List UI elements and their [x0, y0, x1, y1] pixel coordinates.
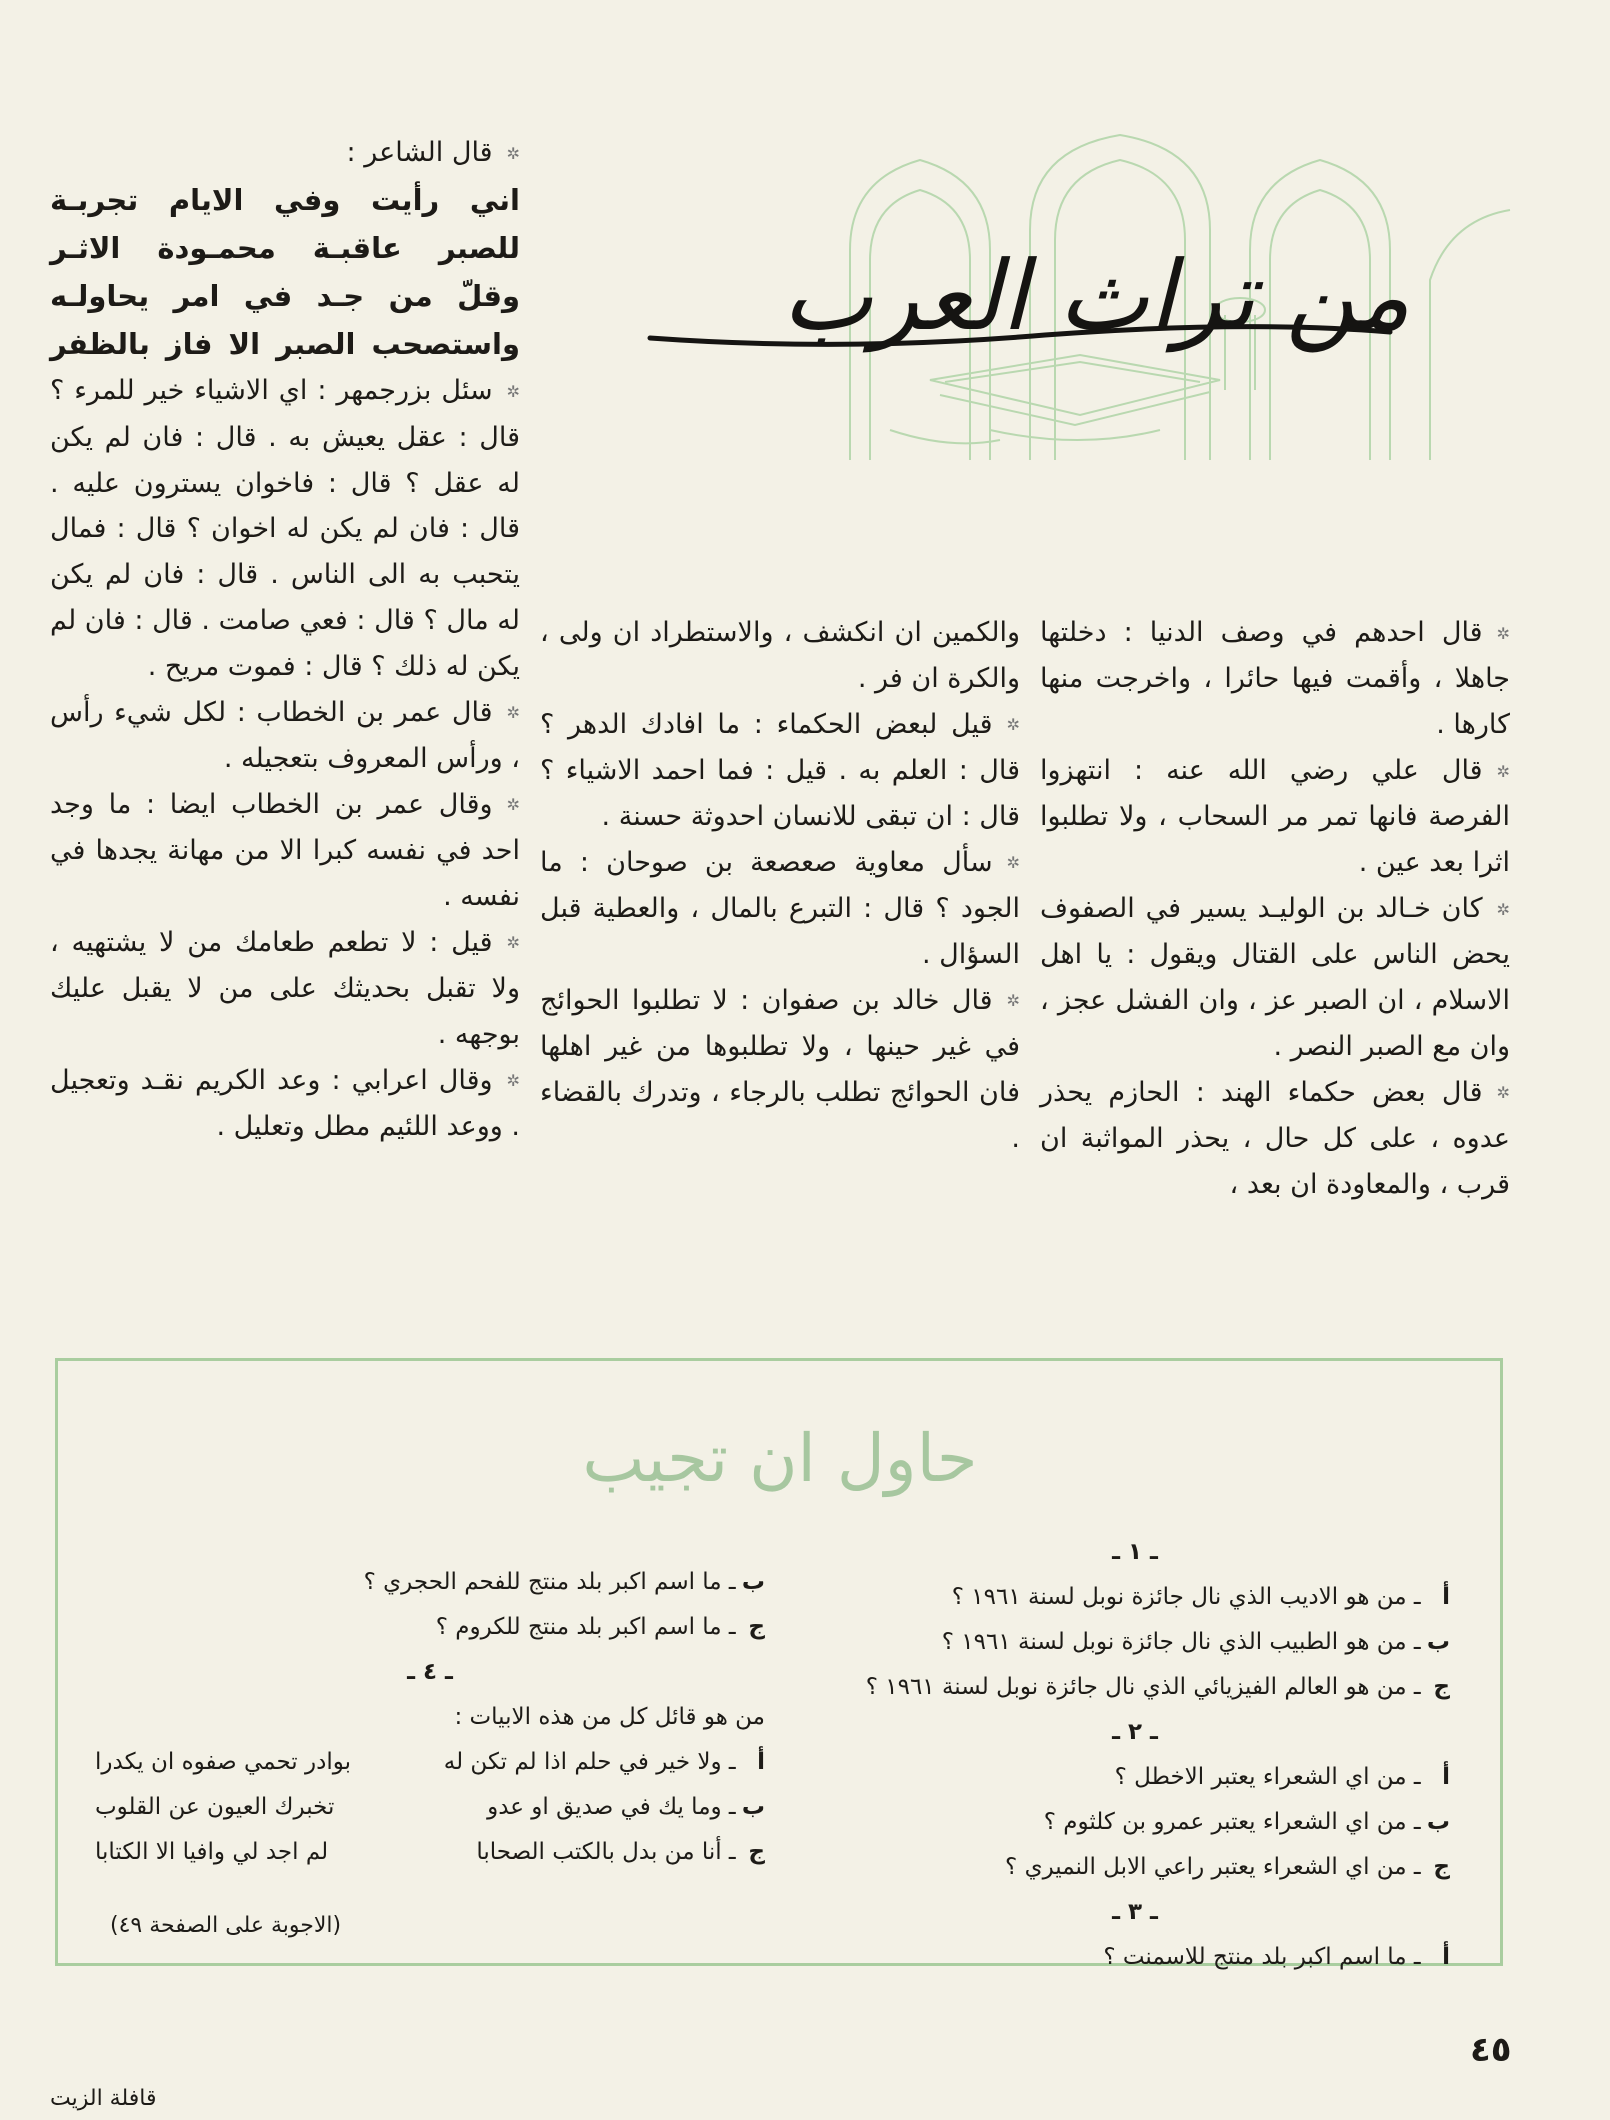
page-number: ٤٥ [1470, 2030, 1512, 2070]
paragraph: ✲وقال عمر بن الخطاب ايضا : ما وجد احد في نفسه كبرا الا من مهانة يجدها في نفسه . [50, 788, 520, 912]
bullet-icon: ✲ [1496, 623, 1510, 643]
question: ب ـ من اي الشعراء يعتبر عمرو بن كلثوم ؟ [1043, 1809, 1450, 1835]
column-right [1040, 610, 1510, 1208]
quiz-column-left [95, 1560, 765, 1875]
paragraph: ✲قال بعض حكماء الهند : الحازم يحذر عدوه ، على كل حال ، يحذر المواثبة ان قرب ، والمعاودة ان بعد ، [1040, 1076, 1510, 1200]
bullet-icon: ✲ [506, 1071, 520, 1091]
bullet-icon: ✲ [506, 143, 520, 163]
question: ج ـ من اي الشعراء يعتبر راعي الابل النميري ؟ [1005, 1854, 1450, 1880]
paragraph: ✲قيل لبعض الحكماء : ما افادك الدهر ؟ قال : العلم به . قيل : فما احمد الاشياء ؟ قال : ان تبقى للانسان احدوثة حسنة . [540, 708, 1020, 832]
column-left [50, 130, 520, 1150]
question: ج ـ من هو العالم الفيزيائي الذي نال جائزة نوبل لسنة ١٩٦١ ؟ [865, 1674, 1450, 1700]
question: أ ـ من هو الاديب الذي نال جائزة نوبل لسنة ١٩٦١ ؟ [951, 1584, 1450, 1610]
paragraph: ✲سأل معاوية صعصعة بن صوحان : ما الجود ؟ قال : التبرع بالمال ، والعطية قبل السؤال . [540, 846, 1020, 970]
paragraph: ✲وقال اعرابي : وعد الكريم نقـد وتعجيل . ووعد اللئيم مطل وتعليل . [50, 1064, 520, 1143]
paragraph: ✲سئل بزرجمهر : اي الاشياء خير للمرء ؟ قال : عقل يعيش به . قال : فان لم يكن له عقل ؟ قال : فاخوان يسترون عليه . قال : فان لم يكن له اخوان ؟ قال : فمال يتحبب به الى الناس . قال : فان لم يكن له مال ؟ قال : فعي صامت . قال : فان لم يكن له ذلك ؟ قال : فموت مريح . [50, 375, 520, 682]
poem-line: واستصحب الصبر الا فاز بالظفر [50, 327, 520, 362]
article-title: من تراث العرب [782, 240, 1410, 352]
question: ج ـ ما اسم اكبر بلد منتج للكروم ؟ [435, 1614, 765, 1640]
bullet-icon: ✲ [1006, 991, 1020, 1011]
section-number: ـ ٢ ـ [1112, 1719, 1158, 1745]
poem-line: للصبر عاقبـة محمـودة الاثـر [50, 231, 520, 266]
poem-line: وقلّ من جـد في امر يحاولـه [50, 279, 520, 314]
paragraph: والكمين ان انكشف ، والاستطراد ان ولى ، والكرة ان فر . [540, 617, 1020, 694]
verse: ب ـ وما يك في صديق او عدو تخبرك العيون عن القلوب [95, 1794, 765, 1820]
paragraph: ✲قال احدهم في وصف الدنيا : دخلتها جاهلا ، وأقمت فيها حائرا ، واخرجت منها كارها . [1040, 617, 1510, 741]
paragraph: ✲قال علي رضي الله عنه : انتهزوا الفرصة فانها تمر مر السحاب ، ولا تطلبوا اثرا بعد عين . [1040, 754, 1510, 879]
title-flourish [645, 320, 1395, 350]
paragraph: ✲كان خـالد بن الوليـد يسير في الصفوف يحض الناس على القتال ويقول : يا اهل الاسلام ، ان الصبر عز ، وان الفشل عجز ، وان مع الصبر النصر . [1040, 892, 1510, 1062]
quiz-column-right [820, 1530, 1450, 1980]
quiz-title: حاول ان تجيب [582, 1420, 978, 1497]
poem [50, 176, 520, 368]
answers-note: (الاجوبة على الصفحة ٤٩) [110, 1913, 342, 1938]
question: أ ـ من اي الشعراء يعتبر الاخطل ؟ [1114, 1764, 1450, 1790]
bullet-icon: ✲ [1006, 715, 1020, 735]
section-number: ـ ٤ ـ [407, 1659, 453, 1685]
bullet-icon: ✲ [506, 381, 520, 401]
bullet-icon: ✲ [506, 703, 520, 723]
verse: ج ـ أنا من بدل بالكتب الصحابا لم اجد لي وافيا الا الكتابا [95, 1839, 765, 1865]
paragraph: ✲قال خالد بن صفوان : لا تطلبوا الحوائج في غير حينها ، ولا تطلبوها من غير اهلها فان الحوائج تطلب بالرجاء ، وتدرك بالقضاء . [540, 984, 1020, 1154]
magazine-name: قافلة الزيت [50, 2086, 157, 2111]
section-number: ـ ١ ـ [1112, 1539, 1158, 1565]
bullet-icon: ✲ [1006, 853, 1020, 873]
bullet-icon: ✲ [1496, 761, 1510, 781]
question: أ ـ ما اسم اكبر بلد منتج للاسمنت ؟ [1103, 1944, 1450, 1970]
question: ب ـ من هو الطبيب الذي نال جائزة نوبل لسنة ١٩٦١ ؟ [941, 1629, 1450, 1655]
poem-line: اني رأيت وفي الايام تجربـة [50, 183, 520, 218]
column-middle [540, 610, 1020, 1161]
question: ب ـ ما اسم اكبر بلد منتج للفحم الحجري ؟ [363, 1569, 765, 1595]
paragraph: ✲قال الشاعر : [346, 137, 520, 168]
paragraph: ✲قيل : لا تطعم طعامك من لا يشتهيه ، ولا تقبل بحديثك على من لا يقبل عليك بوجهه . [50, 926, 520, 1050]
bullet-icon: ✲ [506, 933, 520, 953]
question-intro: من هو قائل كل من هذه الابيات : [454, 1704, 765, 1730]
bullet-icon: ✲ [1496, 1083, 1510, 1103]
verse: أ ـ ولا خير في حلم اذا لم تكن له بوادر تحمي صفوه ان يكدرا [95, 1749, 765, 1775]
bullet-icon: ✲ [506, 795, 520, 815]
section-number: ـ ٣ ـ [1112, 1899, 1158, 1925]
bullet-icon: ✲ [1496, 899, 1510, 919]
paragraph: ✲قال عمر بن الخطاب : لكل شيء رأس ، ورأس المعروف بتعجيله . [50, 696, 520, 774]
